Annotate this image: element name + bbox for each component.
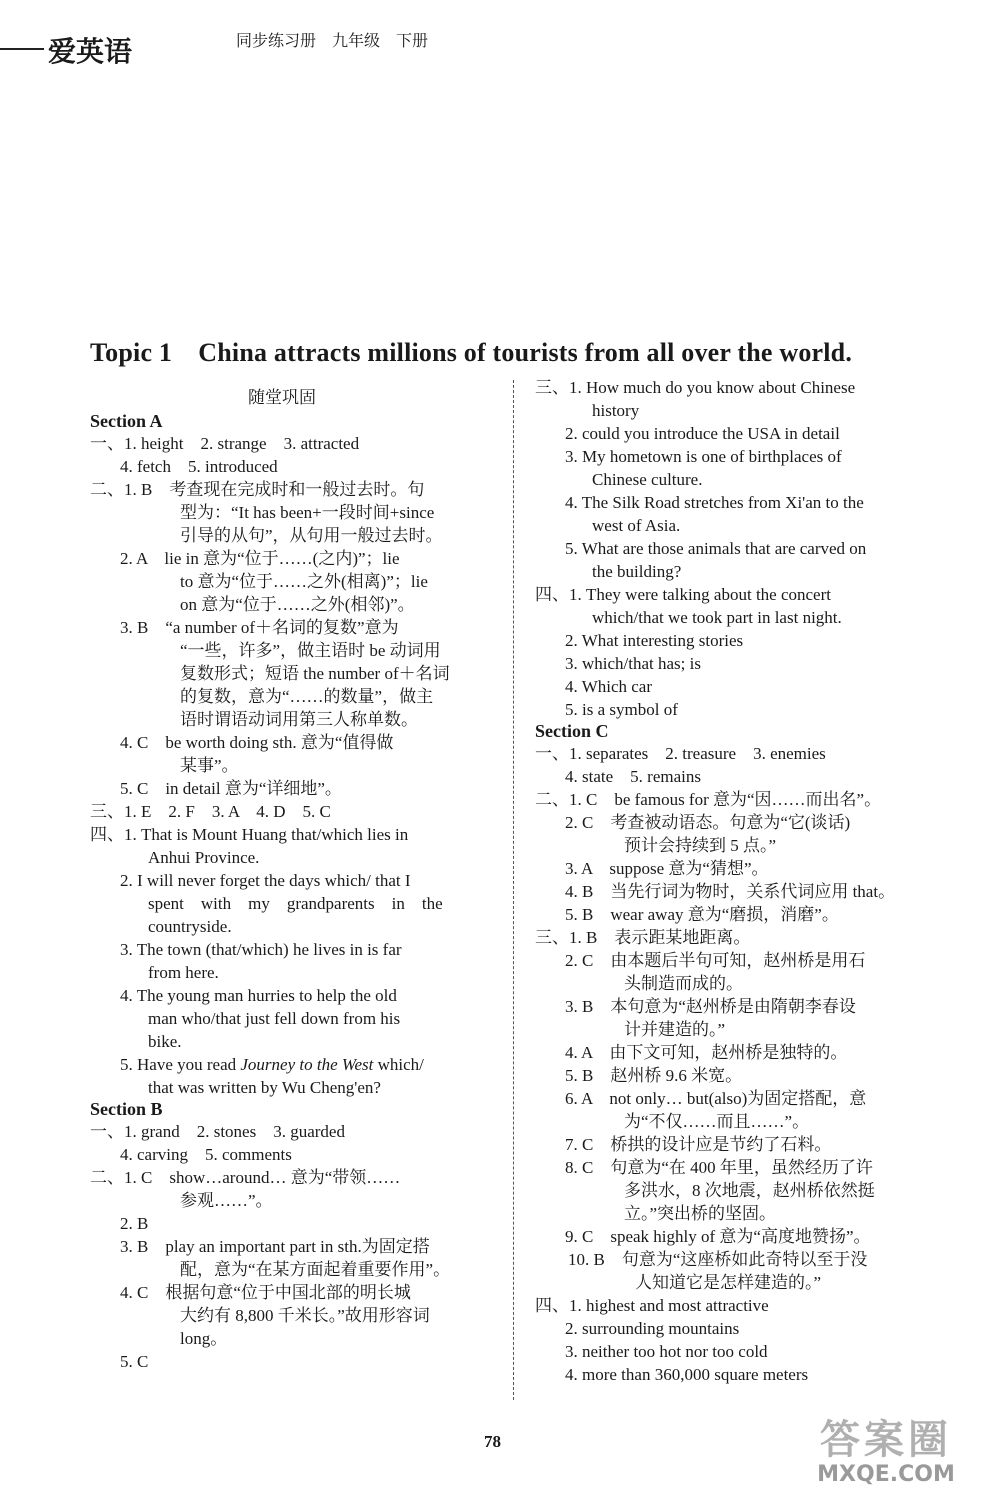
answer-line: 多洪水，8 次地震，赵州桥依然挺 [624,1181,875,1200]
book-title: Journey to the West [240,1055,374,1074]
answer-line: 4. carving 5. comments [120,1145,292,1164]
answer-line: 头制造而成的。 [624,974,743,993]
answer-line: 3. which/that has; is [565,654,701,673]
answer-line: 立。”突出桥的坚固。 [624,1204,777,1223]
header-subtitle: 同步练习册 九年级 下册 [236,31,429,50]
answer-line: 3. The town (that/which) he lives in is far [120,940,402,959]
answer-line: spent with my grandparents in the [148,894,443,913]
header-rule [0,48,44,50]
answer-line: 三、1. E 2. F 3. A 4. D 5. C [90,802,331,821]
answer-line: 2. What interesting stories [565,631,744,650]
answer-line: 配，意为“在某方面起着重要作用”。 [180,1260,451,1279]
answer-line: 复数形式；短语 the number of＋名词 [180,664,450,683]
answer-line: 4. C 根据句意“位于中国北部的明长城 [120,1283,411,1302]
answer-line: 某事”。 [180,756,239,775]
answer-line: 4. Which car [565,677,653,696]
watermark-url: MXQE.COM [817,1462,955,1487]
answer-line: 4. state 5. remains [565,767,701,786]
answer-line: 3. neither too hot nor too cold [565,1342,768,1361]
answer-line [120,1053,424,1076]
answer-line: to 意为“位于……之外(相离)”；lie [180,572,428,591]
answer-line: 二、1. C show…around… 意为“带领…… [90,1168,401,1187]
watermark-logo [786,1418,986,1490]
watermark-text: 答案圈 [820,1417,952,1463]
answer-line: 2. could you introduce the USA in detail [565,424,840,443]
answer-line: 9. C speak highly of 意为“高度地赞扬”。 [565,1227,871,1246]
answer-line: 2. surrounding mountains [565,1319,740,1338]
answer-line: 3. A suppose 意为“猜想”。 [565,859,769,878]
answer-line: bike. [148,1032,182,1051]
answer-line: on 意为“位于……之外(相邻)”。 [180,595,415,614]
answer-line: 预计会持续到 5 点。” [624,836,777,855]
answer-line: 2. B [120,1214,149,1233]
section-c-heading: Section C [535,721,609,741]
answer-line-part: which/ [373,1055,424,1074]
answer-line: Chinese culture. [592,470,703,489]
answer-line: 5. B 赵州桥 9.6 米宽。 [565,1066,743,1085]
answer-line: 4. The young man hurries to help the old [120,986,397,1005]
answer-line: 5. is a symbol of [565,700,678,719]
answer-line: 3. B “a number of＋名词的复数”意为 [120,618,399,637]
answer-line: 一、1. height 2. strange 3. attracted [90,434,360,453]
answer-line: 5. What are those animals that are carved on [565,539,867,558]
answer-line: 计并建造的。” [624,1020,726,1039]
page-number: 78 [484,1432,501,1451]
answer-line: 引导的从句”，从句用一般过去时。 [180,526,443,545]
answer-line: the building? [592,562,682,581]
answer-line: 3. B play an important part in sth.为固定搭 [120,1237,430,1256]
answer-line: 5. C in detail 意为“详细地”。 [120,779,342,798]
topic-title: Topic 1 China attracts millions of tourists from all over the world. [90,338,853,367]
answer-line: 7. C 桥拱的设计应是节约了石料。 [565,1135,832,1154]
answer-line: 4. The Silk Road stretches from Xi'an to the [565,493,864,512]
answer-line: that was written by Wu Cheng'en? [148,1078,381,1097]
answer-line: 二、1. C be famous for 意为“因……而出名”。 [535,790,882,809]
answer-line: 三、1. How much do you know about Chinese [535,378,856,397]
answer-line: 为“不仅……而且……”。 [624,1112,810,1131]
answer-line: 2. C 考查被动语态。句意为“它(谈话) [565,813,851,832]
answer-line: 8. C 句意为“在 400 年里，虽然经历了许 [565,1158,873,1177]
section-a-heading: Section A [90,411,163,431]
answer-line: 2. A lie in 意为“位于……(之内)”；lie [120,549,400,568]
answer-line: 语时谓语动词用第三人称单数。 [180,710,418,729]
answer-line: 三、1. B 表示距某地距离。 [535,928,751,947]
answer-line: 四、1. highest and most attractive [535,1296,769,1315]
answer-line: 人知道它是怎样建造的。” [635,1273,822,1292]
left-heading: 随堂巩固 [248,388,316,407]
answer-line: from here. [148,963,219,982]
answer-line: west of Asia. [592,516,681,535]
answer-line: 4. more than 360,000 square meters [565,1365,809,1384]
answer-line: 4. A 由下文可知，赵州桥是独特的。 [565,1043,848,1062]
section-b-heading: Section B [90,1099,163,1119]
answer-line: 2. I will never forget the days which/ that I [120,871,411,890]
answer-line: 3. B 本句意为“赵州桥是由隋朝李春设 [565,997,856,1016]
header-logo: 爱英语 [48,35,133,68]
answer-line: 2. C 由本题后半句可知，赵州桥是用石 [565,951,866,970]
answer-line: 四、1. They were talking about the concert [535,585,831,604]
answer-line: 4. B 当先行词为物时，关系代词应用 that。 [565,882,896,901]
column-divider [513,380,514,1400]
answer-line: 的复数，意为“……的数量”，做主 [180,687,434,706]
answer-line: 5. C [120,1352,149,1371]
answer-line: “一些，许多”，做主语时 be 动词用 [180,641,441,660]
answer-line: 一、1. separates 2. treasure 3. enemies [535,744,826,763]
answer-line: 4. C be worth doing sth. 意为“值得做 [120,733,394,752]
answer-line: Anhui Province. [148,848,260,867]
answer-line: 大约有 8,800 千米长。”故用形容词 [180,1306,430,1325]
answer-line: 型为：“It has been+一段时间+since [180,503,435,522]
answer-line: 一、1. grand 2. stones 3. guarded [90,1122,345,1141]
answer-line: 参观……”。 [180,1191,273,1210]
answer-line: 3. My hometown is one of birthplaces of [565,447,842,466]
answer-line: 10. B 句意为“这座桥如此奇特以至于没 [568,1250,868,1269]
answer-line: 6. A not only… but(also)为固定搭配，意 [565,1089,867,1108]
answer-line: 4. fetch 5. introduced [120,457,278,476]
answer-line: history [592,401,640,420]
answer-line-part: 5. Have you read [120,1055,241,1074]
answer-line: which/that we took part in last night. [592,608,842,627]
answer-line: long。 [180,1329,228,1348]
answer-line: 四、1. That is Mount Huang that/which lies in [90,825,409,844]
answer-line: man who/that just fell down from his [148,1009,401,1028]
answer-line: countryside. [148,917,232,936]
answer-line: 5. B wear away 意为“磨损，消磨”。 [565,905,839,924]
answer-line: 二、1. B 考查现在完成时和一般过去时。句 [90,480,425,499]
